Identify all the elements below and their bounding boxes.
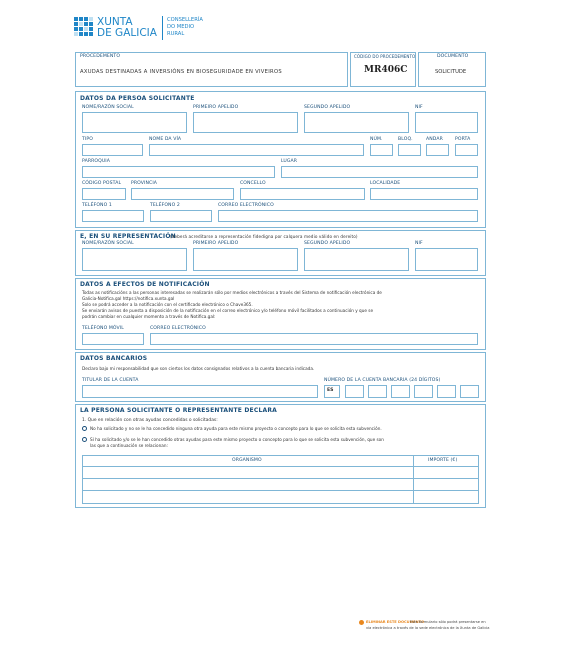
document-label: DOCUMENTO [437,54,469,59]
option-no-aid-text: No ha solicitado y no se le ha concedido ninguna otra ayuda para este mismo proyecto o concepto para lo que se solicita esta subvención. [90,426,382,431]
number-label: NÚM. [370,137,383,142]
notification-email-field[interactable] [150,333,478,345]
aid-row-3-amount[interactable] [414,491,478,503]
declaration-item-1: 1. Que en relación con otras ayudas concedidas o solicitadas: [82,418,218,423]
rep-surname2-label: SEGUNDO APELIDO [304,241,351,246]
logo-divider [162,16,163,40]
procedure-value: AXUDAS DESTINADAS A INVERSIÓNS EN BIOSEGURIDADE EN VIVEIROS [80,69,282,75]
applicant-name-label: NOME/RAZÓN SOCIAL [82,105,134,110]
council-label: CONCELLO [240,181,266,186]
applicant-surname2-field[interactable] [304,112,409,133]
aid-table-org-header: ORGANISMO [232,458,262,463]
notification-title: DATOS A EFECTOS DE NOTIFICACIÓN [80,281,210,288]
applicant-nif-label: NIF [415,105,423,110]
place-field[interactable] [281,166,478,178]
applicant-email-field[interactable] [218,210,478,222]
applicant-section-title: DATOS DA PERSOA SOLICITANTE [80,95,195,102]
rep-surname1-field[interactable] [193,248,298,271]
phone1-field[interactable] [82,210,144,222]
road-type-label: TIPO [82,137,93,142]
rep-surname2-field[interactable] [304,248,409,271]
rep-name-label: NOME/RAZÓN SOCIAL [82,241,134,246]
xunta-logo-mark [74,17,93,36]
block-field[interactable] [398,144,421,156]
phone1-label: TELÉFONO 1 [82,203,112,208]
bank-intro: Declaro bajo mi responsabilidad que son ciertos los datos consignados relativos a la cuenta bancaria indicada. [82,366,315,371]
rep-nif-field[interactable] [415,248,478,271]
parish-field[interactable] [82,166,275,178]
account-number-label: NÚMERO DE LA CUENTA BANCARIA (24 DÍGITOS) [324,378,441,383]
floor-field[interactable] [426,144,449,156]
rep-name-field[interactable] [82,248,187,271]
road-name-label: NOME DA VÍA [149,137,182,142]
applicant-name-field[interactable] [82,112,187,133]
mobile-label: TELÉFONO MÓVIL [82,326,124,331]
option-other-aid-text-2: las que a continuación se relacionan: [90,443,168,448]
notification-text-2: Galicia-Notifica.gal https://notifica.xunta.gal [82,296,175,301]
brand-line-1: XUNTA [97,16,133,28]
postal-code-field[interactable] [82,188,126,200]
account-holder-field[interactable] [82,385,318,398]
door-label: PORTA [455,137,471,142]
option-no-aid-radio[interactable] [82,426,87,431]
province-label: PROVINCIA [131,181,158,186]
parish-label: PARROQUIA [82,159,110,164]
department-line-1: CONSELLERÍA [167,17,203,23]
rep-surname1-label: PRIMEIRO APELIDO [193,241,239,246]
notification-text-4: Se enviarán avisos de puesta a disposición de la notificación en el correo electrónico y/o teléfono móvil facilitados a continuación y que se [82,308,374,313]
applicant-email-label: CORREO ELECTRÓNICO [218,203,274,208]
option-other-aid-text-1: Sí ha solicitado y/o se le han concedido otras ayudas para este mismo proyecto o concepto para lo que se solicita esta subvención, que son [90,437,384,442]
aid-row-2-amount[interactable] [414,479,478,490]
account-group-3[interactable] [414,385,433,398]
province-field[interactable] [131,188,234,200]
notification-text-5: podrán cambiar en cualquier momento a través de Notifica.gal: [82,314,216,319]
aid-row-1-amount[interactable] [414,467,478,478]
notification-text-1: Todas as notificacións a las personas interesadas se realizarán sólo por medios electrónicos a través del Sistema de notificación electrónica de [82,290,382,295]
road-type-field[interactable] [82,144,143,156]
iban-check-field[interactable] [345,385,364,398]
footer-text-2: vía electrónica a través de la sede electrónica de la Xunta de Galicia [366,626,490,630]
aid-row-1-organism[interactable] [83,467,412,478]
door-field[interactable] [455,144,478,156]
locality-label: LOCALIDADE [370,181,401,186]
phone2-field[interactable] [150,210,212,222]
aid-row-3-organism[interactable] [83,491,412,503]
number-field[interactable] [370,144,393,156]
phone2-label: TELÉFONO 2 [150,203,180,208]
road-name-field[interactable] [149,144,364,156]
account-group-4[interactable] [437,385,456,398]
delete-document-link[interactable]: ELIMINAR ESTE DOCUMENTO [366,620,425,624]
account-group-1[interactable] [368,385,387,398]
account-holder-label: TITULAR DE LA CUENTA [82,378,139,383]
postal-code-label: CÓDIGO POSTAL [82,181,122,186]
declaration-title: LA PERSONA SOLICITANTE O REPRESENTANTE DECLARA [80,407,277,414]
footer-text-1: Este formulario sólo podrá presentarse en [410,620,486,624]
account-group-5[interactable] [460,385,479,398]
procedure-label: PROCEDEMENTO [80,54,121,59]
notification-email-label: CORREO ELECTRÓNICO [150,326,206,331]
brand-line-2: DE GALICIA [97,27,157,39]
option-other-aid-radio[interactable] [82,437,87,442]
code-label: CÓDIGO DO PROCEDEMENTO [354,54,416,59]
applicant-surname1-field[interactable] [193,112,298,133]
floor-label: ANDAR [426,137,443,142]
council-field[interactable] [240,188,365,200]
code-value: MR406C [364,65,408,75]
representative-title: E, EN SU REPRESENTACIÓN [80,233,176,240]
locality-field[interactable] [370,188,478,200]
block-label: BLOQ. [398,137,413,142]
bank-title: DATOS BANCARIOS [80,355,148,362]
mobile-field[interactable] [82,333,144,345]
notification-text-3: Solo se podrá acceder a la notificación con el certificado electrónico o Chave365. [82,302,253,307]
aid-table-amount-header: IMPORTE (€) [428,458,458,463]
iban-prefix: ES [327,388,334,393]
department-line-3: RURAL [167,31,185,37]
applicant-surname2-label: SEGUNDO APELIDO [304,105,351,110]
rep-nif-label: NIF [415,241,423,246]
place-label: LUGAR [281,159,298,164]
account-group-2[interactable] [391,385,410,398]
department-line-2: DO MEDIO [167,24,195,30]
aid-row-2-organism[interactable] [83,479,412,490]
applicant-nif-field[interactable] [415,112,478,133]
delete-document-icon[interactable] [359,620,364,625]
document-value: SOLICITUDE [435,69,467,75]
applicant-surname1-label: PRIMEIRO APELIDO [193,105,239,110]
representative-note: (deberá acreditarse a representación fidedigna por calquera medio válido en dereito) [170,234,358,239]
